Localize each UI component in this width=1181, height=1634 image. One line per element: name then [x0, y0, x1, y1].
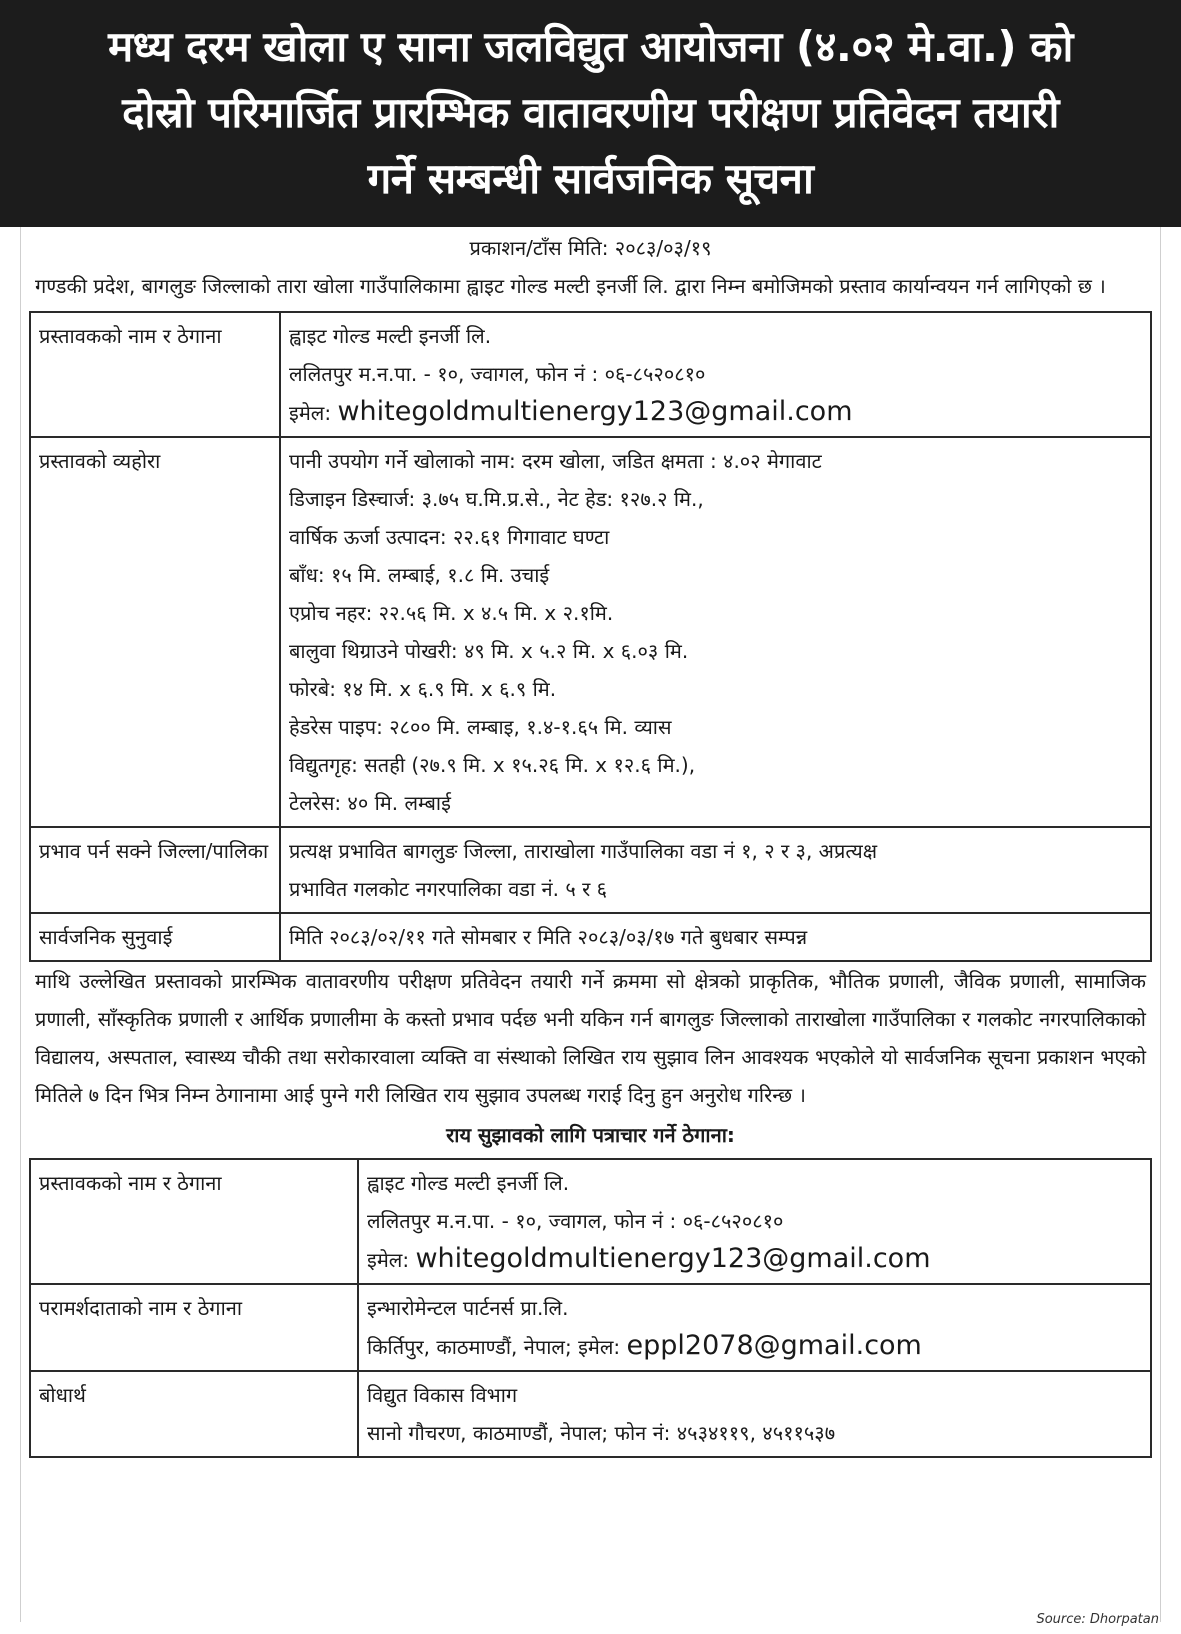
detail-line: हेडरेस पाइप: २८०० मि. लम्बाइ, १.४-१.६५ मि. व्यास — [289, 715, 672, 739]
request-paragraph: माथि उल्लेखित प्रस्तावको प्रारम्भिक वातावरणीय परीक्षण प्रतिवेदन तयारी गर्ने क्रममा सो क्षेत्रको प्राकृतिक, भौतिक प्रणाली, जैविक प्रणाली, सामाजिक प्रणाली, साँस्कृतिक प्रणाली र आर्थिक प्रणालीमा के कस्तो प्रभाव पर्दछ भनी यकिन गर्न बागलुङ जिल्लाको ताराखोला गाउँपालिका र गलकोट नगरपालिकाको विद्यालय, अस्पताल, स्वास्थ्य चौकी तथा सरोकारवाला व्यक्ति वा संस्थाको लिखित राय सुझाव लिन आवश्यक भएकोले यो सार्वजनिक सूचना प्रकाशन भएको मितिले ७ दिन भित्र निम्न ठेगानामा आई पुग्ने गरी लिखित राय सुझाव उपलब्ध गराई दिनु हुन अनुरोध गरिन्छ । — [35, 969, 1146, 1107]
info-address: सानो गौचरण, काठमाण्डौं, नेपाल; फोन नं: ४५३४११९, ४५११५३७ — [367, 1421, 836, 1445]
proponent-email: whitegoldmultienergy123@gmail.com — [415, 1243, 931, 1274]
consultant-email: eppl2078@gmail.com — [626, 1330, 922, 1361]
proponent-name: ह्वाइट गोल्ड मल्टी इनर्जी लि. — [289, 324, 492, 348]
details-label: प्रस्तावको व्यहोरा — [30, 437, 280, 827]
detail-line: बाँध: १५ मि. लम्बाई, १.८ मि. उचाई — [289, 563, 550, 587]
detail-line: वार्षिक ऊर्जा उत्पादन: २२.६१ गिगावाट घण्टा — [289, 525, 610, 549]
consultant-cell — [358, 1284, 1151, 1371]
publication-date: प्रकाशन/टाँस मिति: २०८३/०३/१९ — [469, 236, 712, 260]
email-label: इमेल: — [289, 401, 332, 425]
proponent-address: ललितपुर म.न.पा. - १०, ज्वागल, फोन नं : ०६-८५२०८१० — [289, 362, 706, 386]
correspondence-table — [29, 1158, 1152, 1458]
detail-line: डिजाइन डिस्चार्ज: ३.७५ घ.मि.प्र.से., नेट हेड: १२७.२ मि., — [289, 487, 704, 511]
table-row — [30, 437, 1151, 827]
affected-area-line-2: प्रभावित गलकोट नगरपालिका वडा नं. ५ र ६ — [289, 877, 608, 901]
source-credit: Source: Dhorpatan — [1036, 1612, 1159, 1627]
table-row — [30, 1284, 1151, 1371]
consultant-address: किर्तिपुर, काठमाण्डौं, नेपाल; इमेल: — [367, 1335, 621, 1359]
info-name: विद्युत विकास विभाग — [367, 1383, 518, 1407]
consultant-address-row — [367, 1327, 1142, 1366]
affected-area-cell — [280, 827, 1151, 913]
affected-area-line-1: प्रत्यक्ष प्रभावित बागलुङ जिल्ला, ताराखोला गाउँपालिका वडा नं १, २ र ३, अप्रत्यक्ष — [289, 839, 878, 863]
notice-title-line-3: गर्ने सम्बन्धी सार्वजनिक सूचना — [367, 154, 814, 203]
proponent-email: whitegoldmultienergy123@gmail.com — [337, 396, 853, 427]
notice-header — [0, 0, 1181, 227]
consultant-name: इन्भारोमेन्टल पार्टनर्स प्रा.लि. — [367, 1296, 569, 1320]
notice-title-line-2: दोस्रो परिमार्जित प्रारम्भिक वातावरणीय परीक्षण प्रतिवेदन तयारी — [122, 88, 1059, 137]
email-label: इमेल: — [367, 1248, 410, 1272]
info-label: बोधार्थ — [30, 1371, 358, 1457]
proponent-label: प्रस्तावकको नाम र ठेगाना — [30, 312, 280, 437]
notice-title-line-1: मध्य दरम खोला ए साना जलविद्युत आयोजना (४.०२ मे.वा.) को — [108, 22, 1073, 71]
proponent-email-row — [367, 1240, 1142, 1279]
proponent-email-row — [289, 393, 1142, 432]
table-row — [30, 913, 1151, 961]
table-row — [30, 1371, 1151, 1457]
proponent-name: ह्वाइट गोल्ड मल्टी इनर्जी लि. — [367, 1171, 570, 1195]
notice-body — [20, 227, 1161, 1622]
affected-area-label: प्रभाव पर्न सक्ने जिल्ला/पालिका — [30, 827, 280, 913]
detail-line: एप्रोच नहर: २२.५६ मि. x ४.५ मि. x २.१मि. — [289, 601, 614, 625]
detail-line: टेलरेस: ४० मि. लम्बाई — [289, 791, 451, 815]
detail-line: फोरबे: १४ मि. x ६.९ मि. x ६.९ मि. — [289, 677, 557, 701]
detail-line: पानी उपयोग गर्ने खोलाको नाम: दरम खोला, जडित क्षमता : ४.०२ मेगावाट — [289, 449, 822, 473]
details-cell — [280, 437, 1151, 827]
table-row — [30, 1159, 1151, 1284]
public-hearing-text: मिति २०८३/०२/११ गते सोमबार र मिति २०८३/०३/१७ गते बुधबार सम्पन्न — [280, 913, 1151, 961]
proponent-address: ललितपुर म.न.पा. - १०, ज्वागल, फोन नं : ०६-८५२०८१० — [367, 1209, 784, 1233]
proponent-label: प्रस्तावकको नाम र ठेगाना — [30, 1159, 358, 1284]
table-row — [30, 312, 1151, 437]
intro-paragraph: गण्डकी प्रदेश, बागलुङ जिल्लाको तारा खोला गाउँपालिकामा ह्वाइट गोल्ड मल्टी इनर्जी लि. द्वारा निम्न बमोजिमको प्रस्ताव कार्यान्वयन गर्न लागिएको छ । — [35, 274, 1106, 298]
correspondence-heading: राय सुझावको लागि पत्राचार गर्ने ठेगाना: — [446, 1123, 735, 1147]
proponent-cell — [358, 1159, 1151, 1284]
table-row — [30, 827, 1151, 913]
public-hearing-label: सार्वजनिक सुनुवाई — [30, 913, 280, 961]
info-cell — [358, 1371, 1151, 1457]
detail-line: विद्युतगृह: सतही (२७.९ मि. x १५.२६ मि. x १२.६ मि.), — [289, 753, 696, 777]
proponent-cell — [280, 312, 1151, 437]
consultant-label: परामर्शदाताको नाम र ठेगाना — [30, 1284, 358, 1371]
project-details-table — [29, 311, 1152, 962]
detail-line: बालुवा थिग्राउने पोखरी: ४९ मि. x ५.२ मि. x ६.०३ मि. — [289, 639, 689, 663]
